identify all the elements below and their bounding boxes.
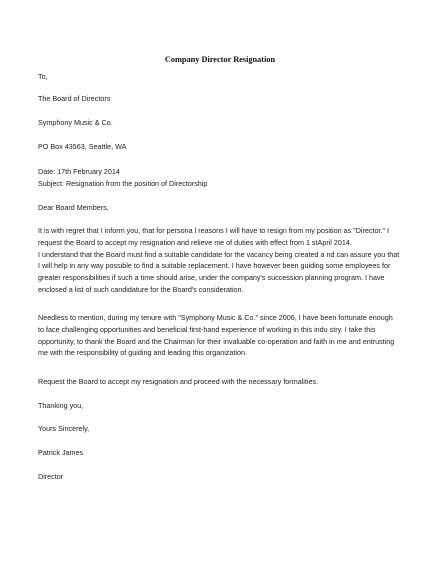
signature-name: Patrick James xyxy=(38,448,84,457)
signature-title: Director xyxy=(38,472,64,481)
paragraph-3: Request the Board to accept my resignation and proceed with the necessary formalities. xyxy=(38,377,319,386)
paragraph-1-line: It is with regret that I inform you, that for persona l reasons I will have to resign from my position as "Director." I xyxy=(38,226,390,235)
paragraph-1 xyxy=(38,225,410,296)
paragraph-2-line: me with the responsibility of guiding and leading this organization. xyxy=(38,348,247,358)
paragraph-1-line: greater responsibilities if such a time should arise, under the company's succession planning program. I have xyxy=(38,273,385,283)
recipient-line-3: PO Box 43563, Seattle, WA xyxy=(38,142,127,151)
salutation: Dear Board Members, xyxy=(38,203,109,212)
recipient-line-1: The Board of Directors xyxy=(38,94,111,103)
thanks-line: Thanking you, xyxy=(38,401,84,410)
closing-line: Yours Sincerely, xyxy=(38,424,90,433)
document-title: Company Director Resignation xyxy=(164,55,276,64)
to-line: To, xyxy=(38,72,48,81)
paragraph-1-line: I understand that the Board must find a suitable candidate for the vacancy being created a nd can assure you that xyxy=(38,249,400,259)
subject-line: Subject: Resignation from the position of Directorship xyxy=(38,179,208,188)
paragraph-1-line: enclosed a list of such candidature for the Board's consideration. xyxy=(38,284,244,294)
paragraph-2 xyxy=(38,312,410,359)
paragraph-1-line: request the Board to accept my resignation and relieve me of duties with effect from 1 stApril 2014. xyxy=(38,237,352,247)
date-line: Date: 17th February 2014 xyxy=(38,167,120,176)
paragraph-2-line: to face challenging opportunities and beneficial first-hand experience of working in this indu stry. I take this xyxy=(38,324,376,334)
paragraph-1-line: I will help in any way possible to find a suitable replacement. I have however been guiding some employees for xyxy=(38,261,391,271)
recipient-line-2: Symphony Music & Co. xyxy=(38,118,113,127)
paragraph-2-line: Needless to mention, during my tenure with "Symphony Music & Co." since 2006, I have been fortunate enough xyxy=(38,313,393,322)
paragraph-2-line: opportunity, to thank the Board and the Chairman for their invaluable co-operation and faith in me and entrusting xyxy=(38,336,395,346)
